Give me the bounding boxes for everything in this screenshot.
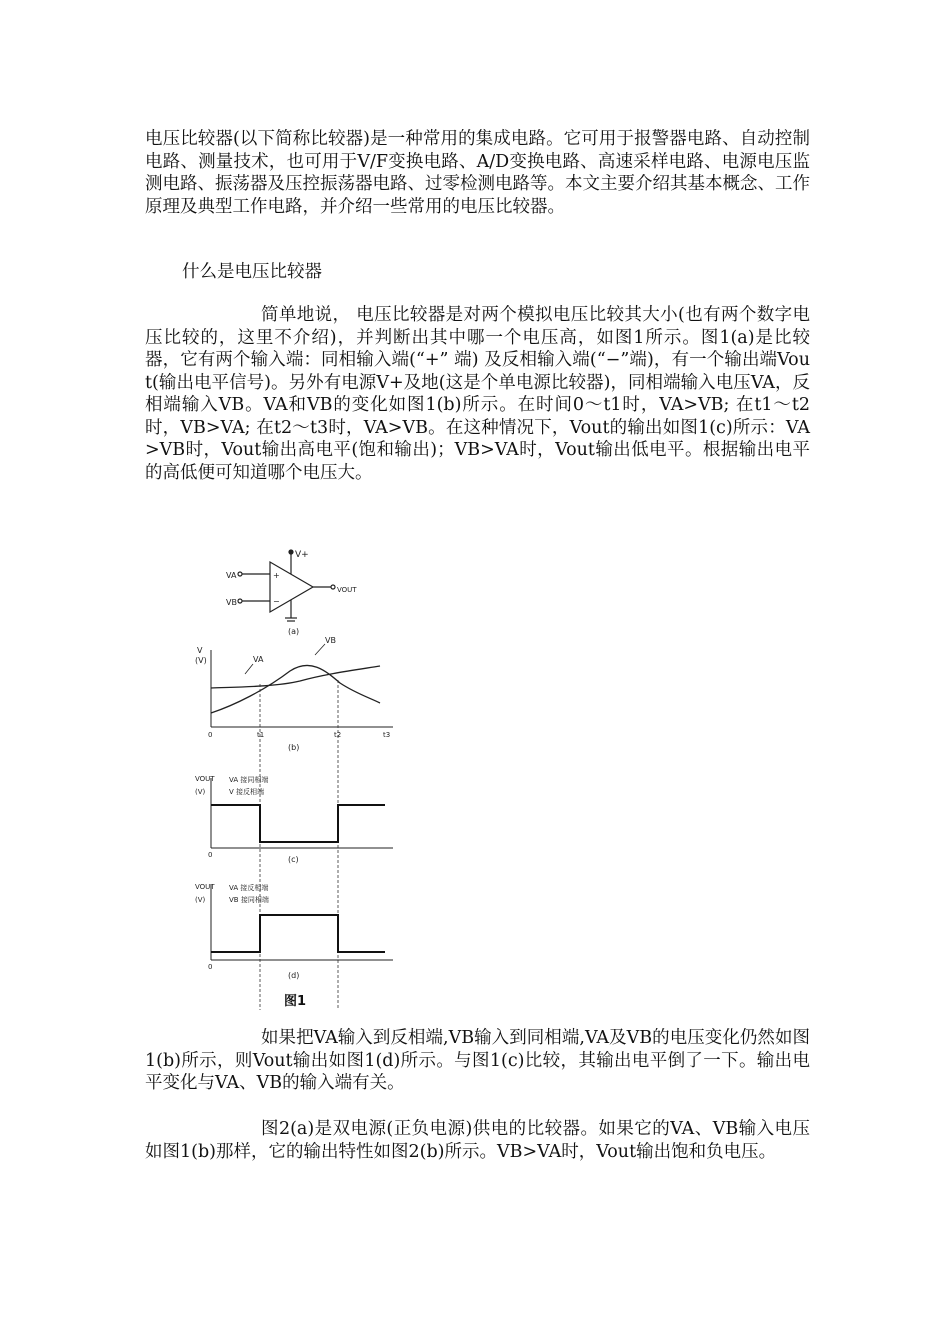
subfigure-a-label: (a)	[288, 627, 300, 636]
subfigure-c-label: (c)	[288, 855, 299, 864]
d-legend-2: VB 接同相端	[229, 896, 269, 904]
vout-label: VOUT	[337, 586, 357, 594]
vplus-label: V+	[295, 550, 309, 560]
b-t2: t2	[334, 731, 342, 739]
section-heading: 什么是电压比较器	[182, 262, 322, 282]
plus-sign: +	[273, 571, 280, 580]
c-yunit-label: (V)	[195, 788, 206, 796]
c-origin: 0	[208, 851, 213, 859]
b-t3: t3	[383, 731, 391, 739]
body-paragraph-1: 简单地说， 电压比较器是对两个模拟电压比较其大小(也有两个数字电压比较的，这里不介绍)，并判断出其中哪一个电压高，如图1所示。图1(a)是比较器，它有两个输入端：同相输入端(“+” 端) 及反相输入端(“−”端)，有一个输出端Vout(输出电平信号)。另外有电源V+及地(这是个单电源比较器)，同相端输入电压VA，反相端输入VB。VA和VB的变化如图1(b)所示。在时间0～t1时，VA>VB; 在t1～t2时，VB>VA; 在t2～t3时，VA>VB。在这种情况下，Vout的输出如图1(c)所示：VA>VB时，Vout输出高电平(饱和输出)；VB>VA时，Vout输出低电平。根据输出电平的高低便可知道哪个电压大。	[145, 305, 810, 483]
comparator-diagram	[238, 550, 335, 621]
b-yaxis-label: V	[197, 646, 203, 655]
intro-paragraph: 电压比较器(以下简称比较器)是一种常用的集成电路。它可用于报警器电路、自动控制电路、测量技术，也可用于V/F变换电路、A/D变换电路、高速采样电路、电源电压监测电路、振荡器及压控振荡器电路、过零检测电路等。本文主要介绍其基本概念、工作原理及典型工作电路，并介绍一些常用的电压比较器。	[145, 129, 810, 217]
figure-caption: 图1	[284, 994, 307, 1009]
b-yunit-label: (V)	[195, 656, 207, 665]
c-legend-1: VA 接同相端	[229, 776, 269, 784]
d-legend-1: VA 接反相端	[229, 884, 269, 892]
figure-1	[195, 540, 395, 1010]
subfigure-d-label: (d)	[288, 971, 300, 980]
vb-curve	[211, 665, 380, 713]
d-yaxis-label: VOUT	[195, 883, 215, 891]
subfigure-b-label: (b)	[288, 743, 300, 752]
b-vb-label: VB	[325, 636, 336, 645]
va-input-label: VA	[226, 571, 237, 580]
va-curve	[211, 666, 380, 688]
b-va-label: VA	[253, 655, 264, 664]
body-paragraph-2: 如果把VA输入到反相端,VB输入到同相端,VA及VB的电压变化仍然如图1(b)所示，则Vout输出如图1(d)所示。与图1(c)比较，其输出电平倒了一下。输出电平变化与VA、VB的输入端有关。	[145, 1028, 810, 1093]
d-origin: 0	[208, 963, 213, 971]
b-t1: t1	[257, 731, 265, 739]
b-origin: 0	[208, 731, 213, 739]
minus-sign: −	[273, 597, 280, 606]
c-legend-2: V 接反相端	[229, 788, 265, 796]
d-yunit-label: (V)	[195, 896, 206, 904]
body-paragraph-3: 图2(a)是双电源(正负电源)供电的比较器。如果它的VA、VB输入电压如图1(b)那样，它的输出特性如图2(b)所示。VB>VA时，Vout输出饱和负电压。	[145, 1119, 810, 1162]
c-yaxis-label: VOUT	[195, 775, 215, 783]
vb-input-label: VB	[226, 598, 237, 607]
input-waveform-plot	[211, 644, 393, 1010]
